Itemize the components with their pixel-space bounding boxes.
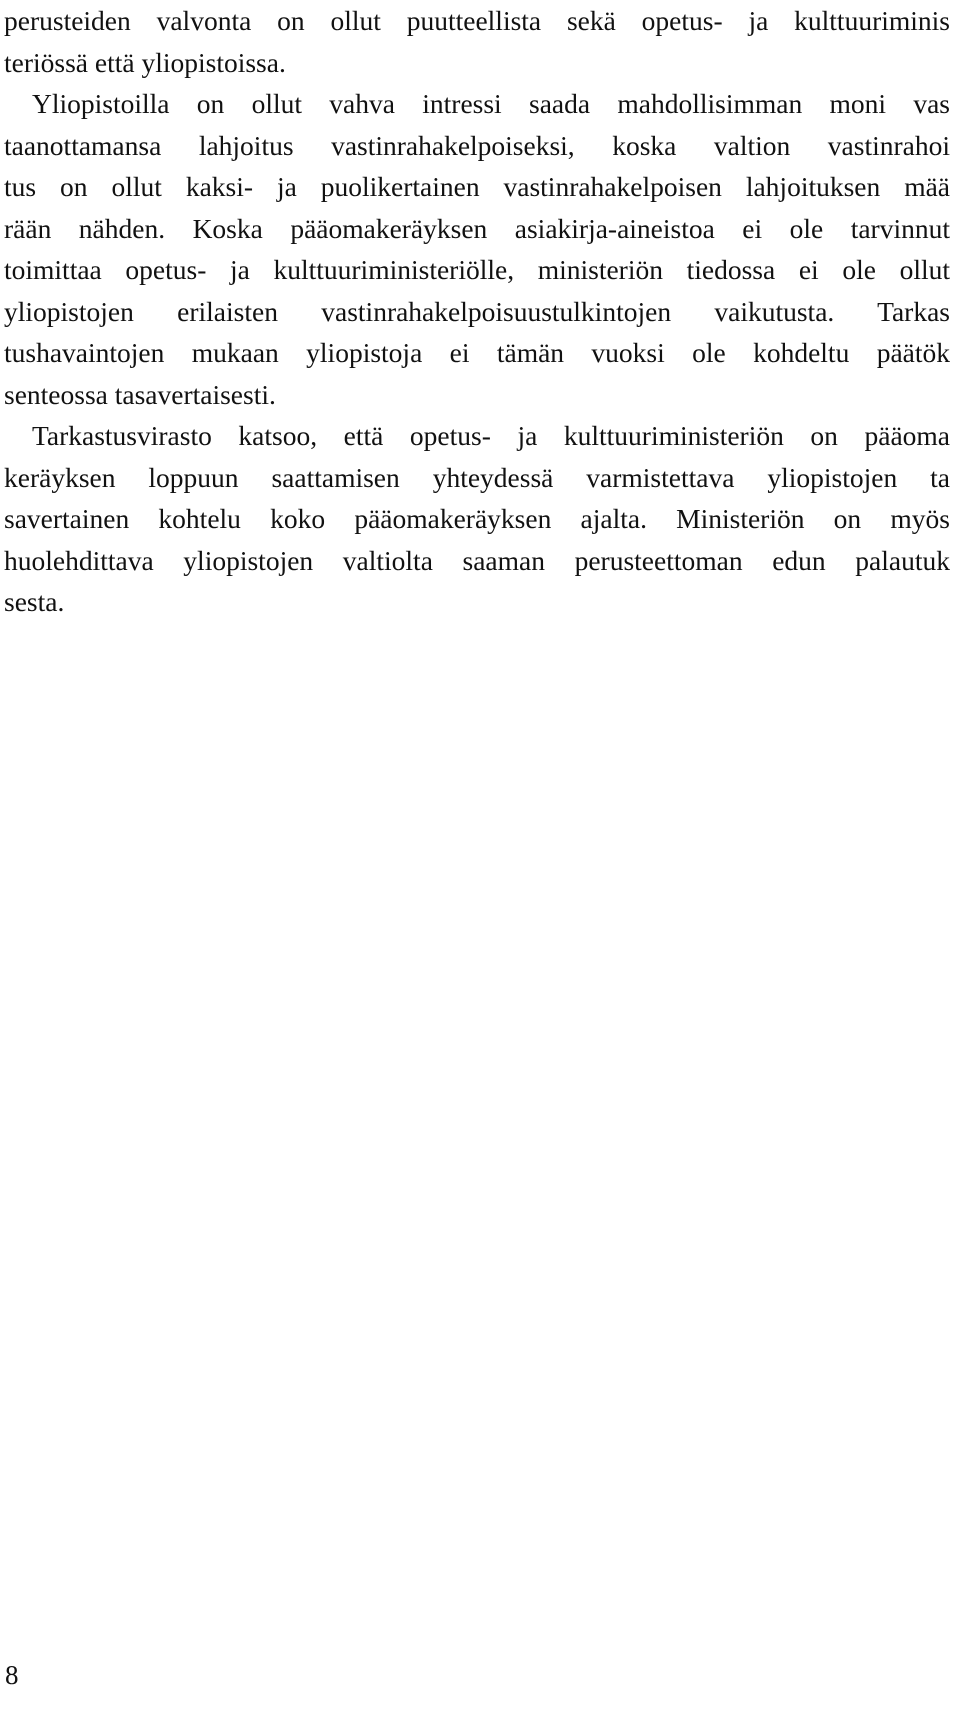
text-line: senteossa tasavertaisesti.: [4, 378, 276, 410]
text-line: rään nähden. Koska pääomakeräyksen asiakirja-aineistoa ei ole tarvinnut: [4, 212, 950, 244]
text-line: toimittaa opetus- ja kulttuuriministeriölle, ministeriön tiedossa ei ole ollut: [4, 254, 950, 285]
body-text: [4, 0, 950, 623]
text-line: tushavaintojen mukaan yliopistoja ei tämän vuoksi ole kohdeltu päätök: [4, 337, 950, 368]
text-line: sesta.: [4, 586, 65, 617]
text-line: teriössä että yliopistoissa.: [4, 46, 286, 78]
text-line: tus on ollut kaksi- ja puolikertainen vastinrahakelpoisen lahjoituksen mää: [4, 171, 950, 202]
text-line: Tarkastusvirasto katsoo, että opetus- ja kulttuuriministeriön on pääoma: [32, 420, 950, 451]
text-line: savertainen kohtelu koko pääomakeräyksen ajalta. Ministeriön on myös: [4, 503, 950, 534]
text-line: huolehdittava yliopistojen valtiolta saaman perusteettoman edun palautuk: [4, 544, 950, 576]
text-line: taanottamansa lahjoitus vastinrahakelpoiseksi, koska valtion vastinrahoi: [4, 129, 950, 161]
page-number: 8: [5, 1660, 19, 1690]
text-line: Yliopistoilla on ollut vahva intressi saada mahdollisimman moni vas: [32, 88, 950, 119]
text-line: yliopistojen erilaisten vastinrahakelpoisuustulkintojen vaikutusta. Tarkas: [4, 295, 950, 327]
text-line: keräyksen loppuun saattamisen yhteydessä varmistettava yliopistojen ta: [4, 461, 950, 493]
text-line: perusteiden valvonta on ollut puutteellista sekä opetus- ja kulttuuriminis: [4, 5, 950, 36]
